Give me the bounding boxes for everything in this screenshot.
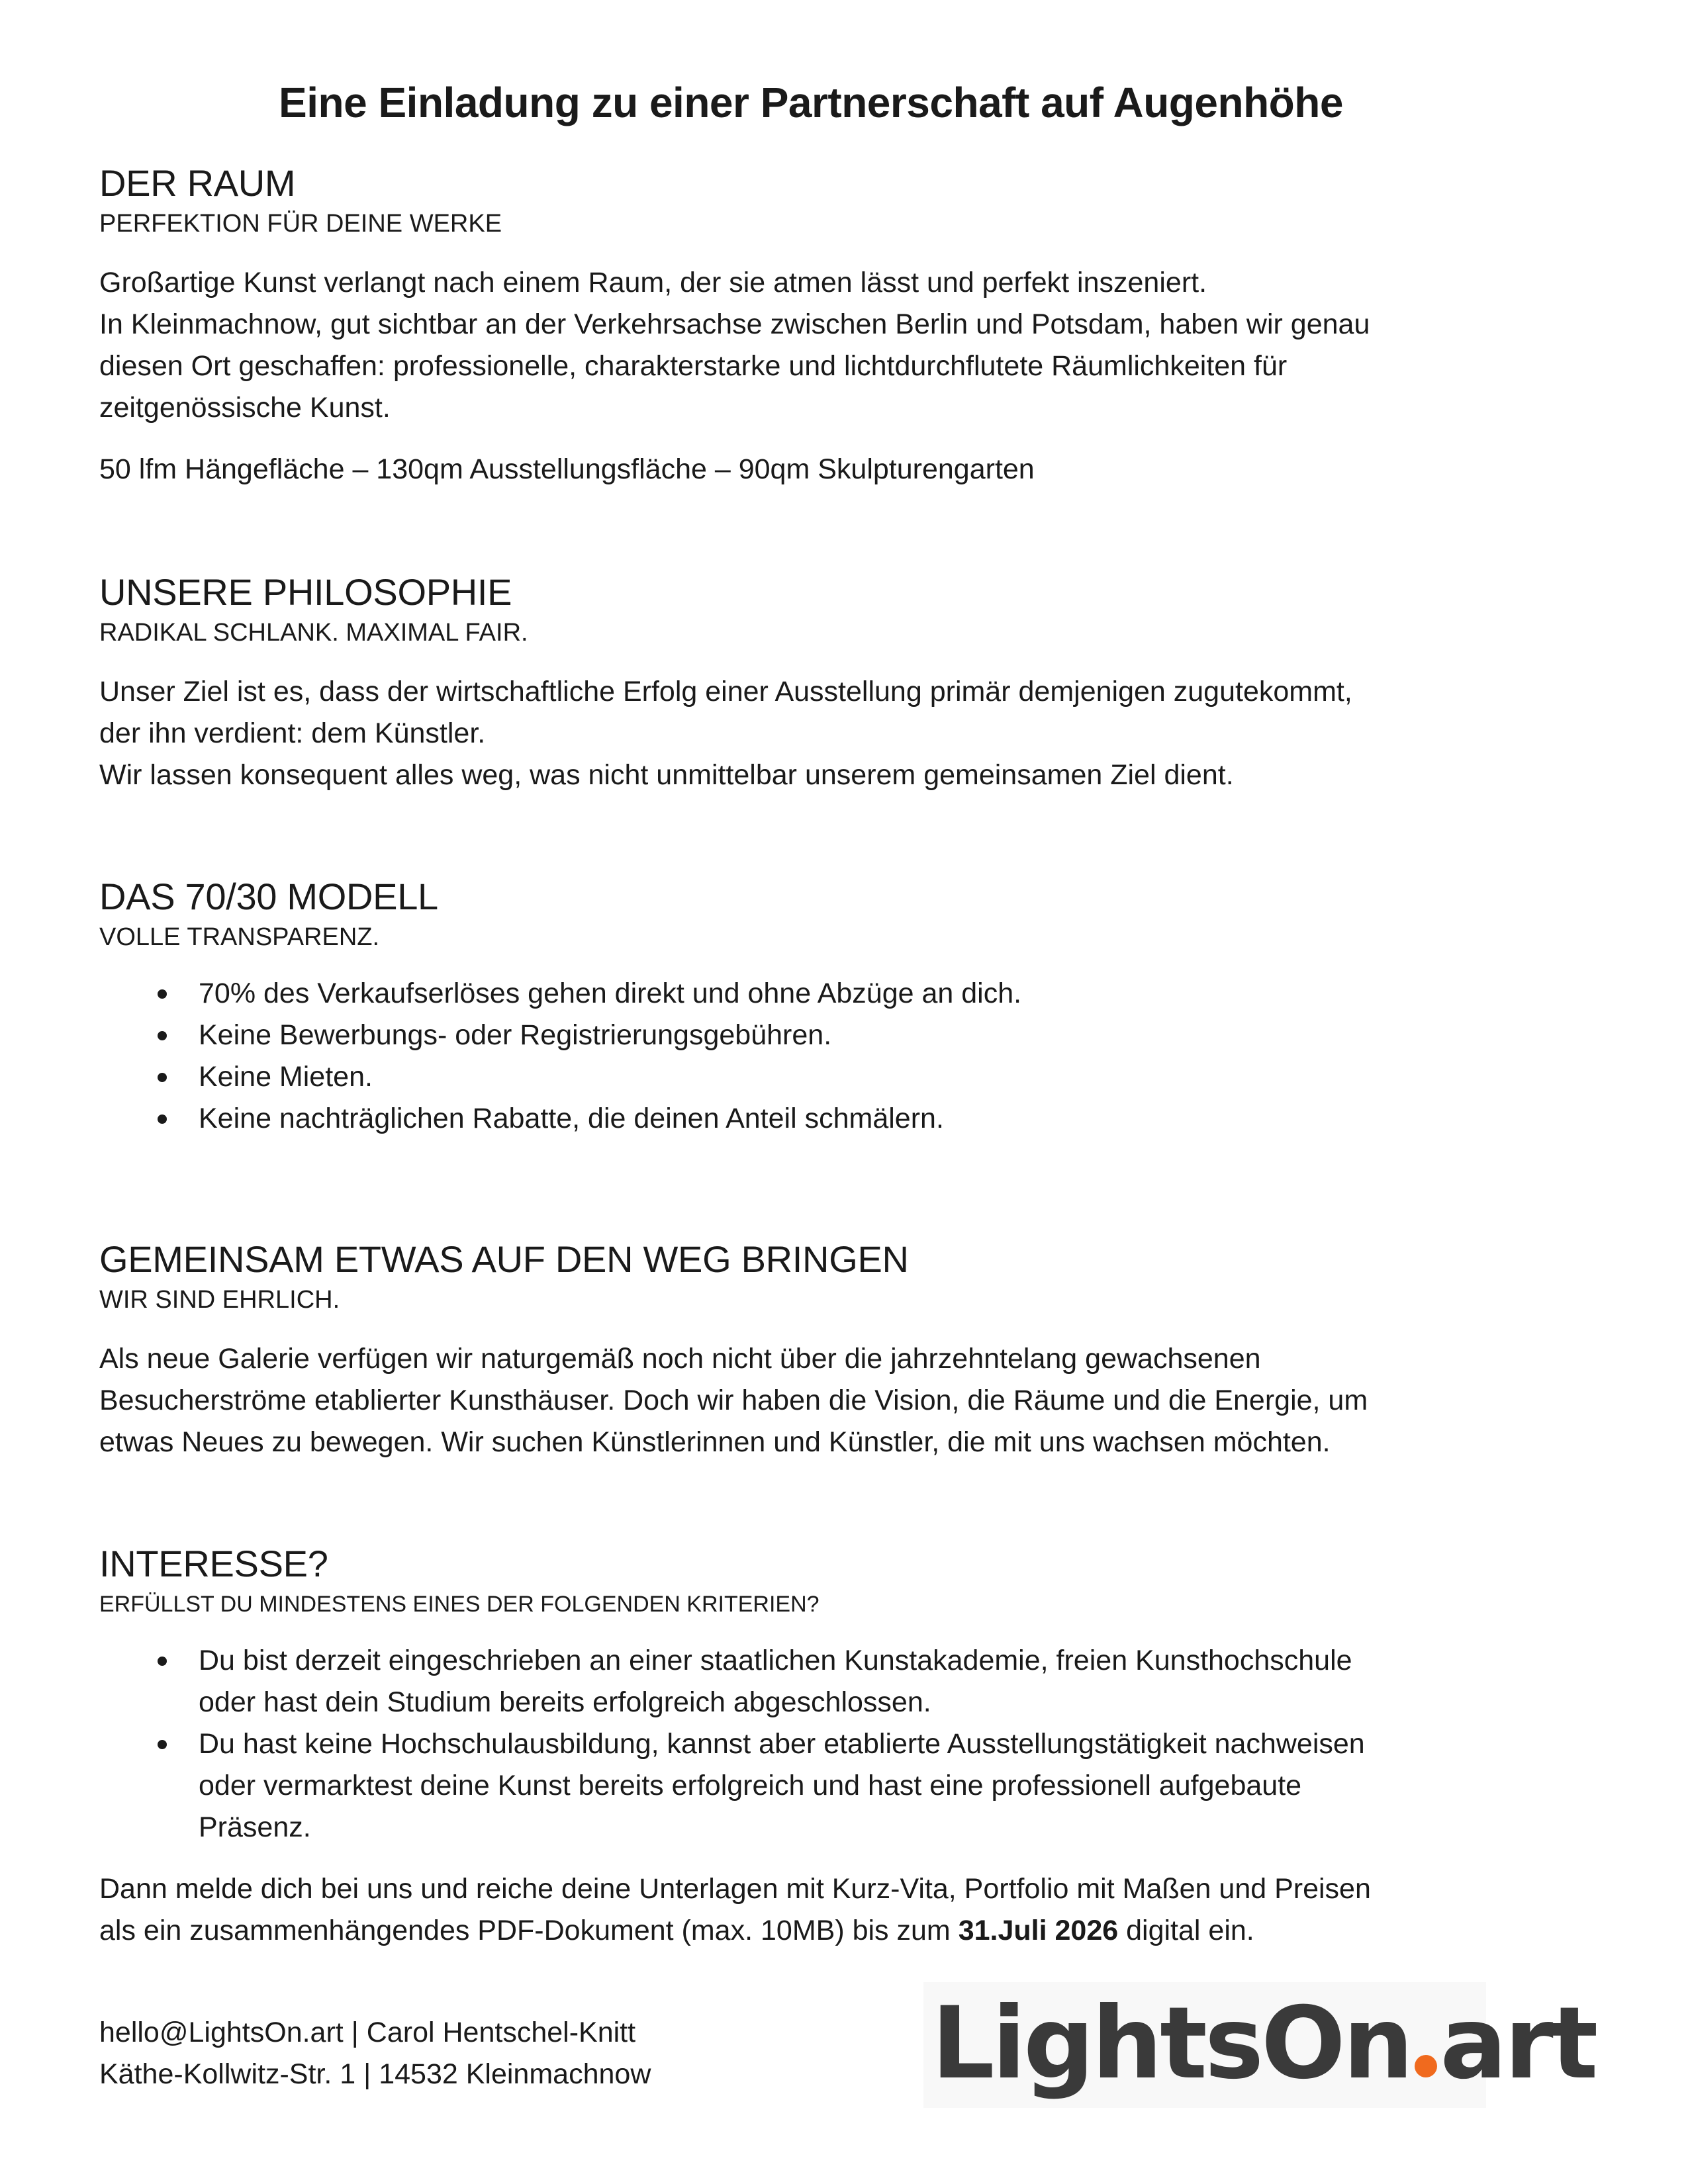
paragraph-line: Unser Ziel ist es, dass der wirtschaftliche Erfolg einer Ausstellung primär demjenigen zugutekommt, [99, 676, 1352, 707]
bullet-icon [158, 1115, 167, 1124]
facts-line: 50 lfm Hängefläche – 130qm Ausstellungsfläche – 90qm Skulpturengarten [99, 453, 1035, 485]
paragraph-line: der ihn verdient: dem Künstler. [99, 717, 486, 749]
section-heading: DER RAUM [99, 162, 296, 204]
list-item-text: Keine Bewerbungs- oder Registrierungsgebühren. [199, 1019, 832, 1051]
section-der-raum [99, 161, 1476, 490]
list-item-line: Du bist derzeit eingeschrieben an einer staatlichen Kunstakademie, freien Kunsthochschule [199, 1645, 1352, 1676]
bullet-icon [158, 1031, 167, 1040]
list-item-line: oder vermarktest deine Kunst bereits erfolgreich und hast eine professionell aufgebaute [199, 1770, 1302, 1801]
section-paragraph [99, 262, 1476, 429]
address-line: Käthe-Kollwitz-Str. 1 | 14532 Kleinmachnow [99, 2058, 651, 2090]
section-heading: UNSERE PHILOSOPHIE [99, 571, 512, 613]
paragraph-line: Dann melde dich bei uns und reiche deine Unterlagen mit Kurz-Vita, Portfolio mit Maßen und Preisen [99, 1873, 1371, 1905]
bullet-icon [158, 1657, 167, 1666]
section-subheading: WIR SIND EHRLICH. [99, 1286, 340, 1314]
list-item [99, 973, 1476, 1015]
logo-text-suffix: art [1440, 1986, 1596, 2101]
paragraph-line: Als neue Galerie verfügen wir naturgemäß noch nicht über die jahrzehntelang gewachsenen [99, 1343, 1261, 1375]
criteria-list [99, 1640, 1476, 1848]
paragraph-line: Besucherströme etablierter Kunsthäuser. Doch wir haben die Vision, die Räume und die Energie, um [99, 1385, 1368, 1416]
section-gemeinsam [99, 1238, 1476, 1463]
bullet-icon [158, 989, 167, 999]
closing-paragraph [99, 1868, 1476, 1952]
page-title: Eine Einladung zu einer Partnerschaft auf Augenhöhe [279, 79, 1343, 126]
lightson-logo [923, 1982, 1596, 2108]
section-subheading: ERFÜLLST DU MINDESTENS EINES DER FOLGENDEN KRITERIEN? [99, 1592, 820, 1617]
paragraph-line: Großartige Kunst verlangt nach einem Raum, der sie atmen lässt und perfekt inszeniert. [99, 267, 1207, 298]
section-subheading: VOLLE TRANSPARENZ. [99, 923, 380, 951]
section-paragraph [99, 1338, 1476, 1463]
contact-line: hello@LightsOn.art | Carol Hentschel-Knitt [99, 2017, 636, 2048]
section-subheading: RADIKAL SCHLANK. MAXIMAL FAIR. [99, 619, 528, 647]
logo-wordmark [931, 1987, 1595, 2100]
logo-text-main: LightsOn [931, 1986, 1411, 2101]
bullet-icon [158, 1740, 167, 1749]
list-item [99, 1723, 1476, 1848]
bullet-icon [158, 1073, 167, 1082]
orange-dot-icon [1415, 2055, 1437, 2077]
list-item-text: 70% des Verkaufserlöses gehen direkt und ohne Abzüge an dich. [199, 978, 1022, 1009]
paragraph-line: In Kleinmachnow, gut sichtbar an der Verkehrsachse zwischen Berlin und Potsdam, haben wir genau [99, 308, 1370, 340]
list-item-text: Keine Mieten. [199, 1061, 373, 1093]
list-item-line: Präsenz. [199, 1811, 311, 1843]
list-item [99, 1015, 1476, 1056]
section-modell [99, 875, 1476, 1140]
section-paragraph [99, 671, 1476, 796]
list-item [99, 1640, 1476, 1723]
bullet-list [99, 973, 1476, 1140]
list-item [99, 1098, 1476, 1140]
paragraph-line: etwas Neues zu bewegen. Wir suchen Künstlerinnen und Künstler, die mit uns wachsen möchten. [99, 1426, 1331, 1458]
list-item [99, 1056, 1476, 1098]
closing-text: als ein zusammenhängendes PDF-Dokument (max. 10MB) bis zum [99, 1915, 959, 1946]
section-heading: DAS 70/30 MODELL [99, 876, 438, 917]
section-heading: INTERESSE? [99, 1543, 328, 1584]
deadline-date: 31.Juli 2026 [958, 1915, 1119, 1946]
list-item-text: Keine nachträglichen Rabatte, die deinen Anteil schmälern. [199, 1103, 944, 1134]
paragraph-line: diesen Ort geschaffen: professionelle, charakterstarke und lichtdurchflutete Räumlichkeiten für [99, 350, 1288, 382]
section-interesse [99, 1542, 1476, 1952]
paragraph-line [99, 1910, 1476, 1952]
section-subheading: PERFEKTION FÜR DEINE WERKE [99, 210, 502, 238]
section-philosophie [99, 570, 1476, 796]
closing-text: digital ein. [1118, 1915, 1254, 1946]
section-heading: GEMEINSAM ETWAS AUF DEN WEG BRINGEN [99, 1238, 909, 1280]
paragraph-line: zeitgenössische Kunst. [99, 392, 391, 424]
paragraph-line: Wir lassen konsequent alles weg, was nicht unmittelbar unserem gemeinsamen Ziel dient. [99, 759, 1234, 791]
footer-contact [99, 2012, 651, 2095]
list-item-line: oder hast dein Studium bereits erfolgreich abgeschlossen. [199, 1686, 931, 1718]
list-item-line: Du hast keine Hochschulausbildung, kannst aber etablierte Ausstellungstätigkeit nachweisen [199, 1728, 1365, 1760]
